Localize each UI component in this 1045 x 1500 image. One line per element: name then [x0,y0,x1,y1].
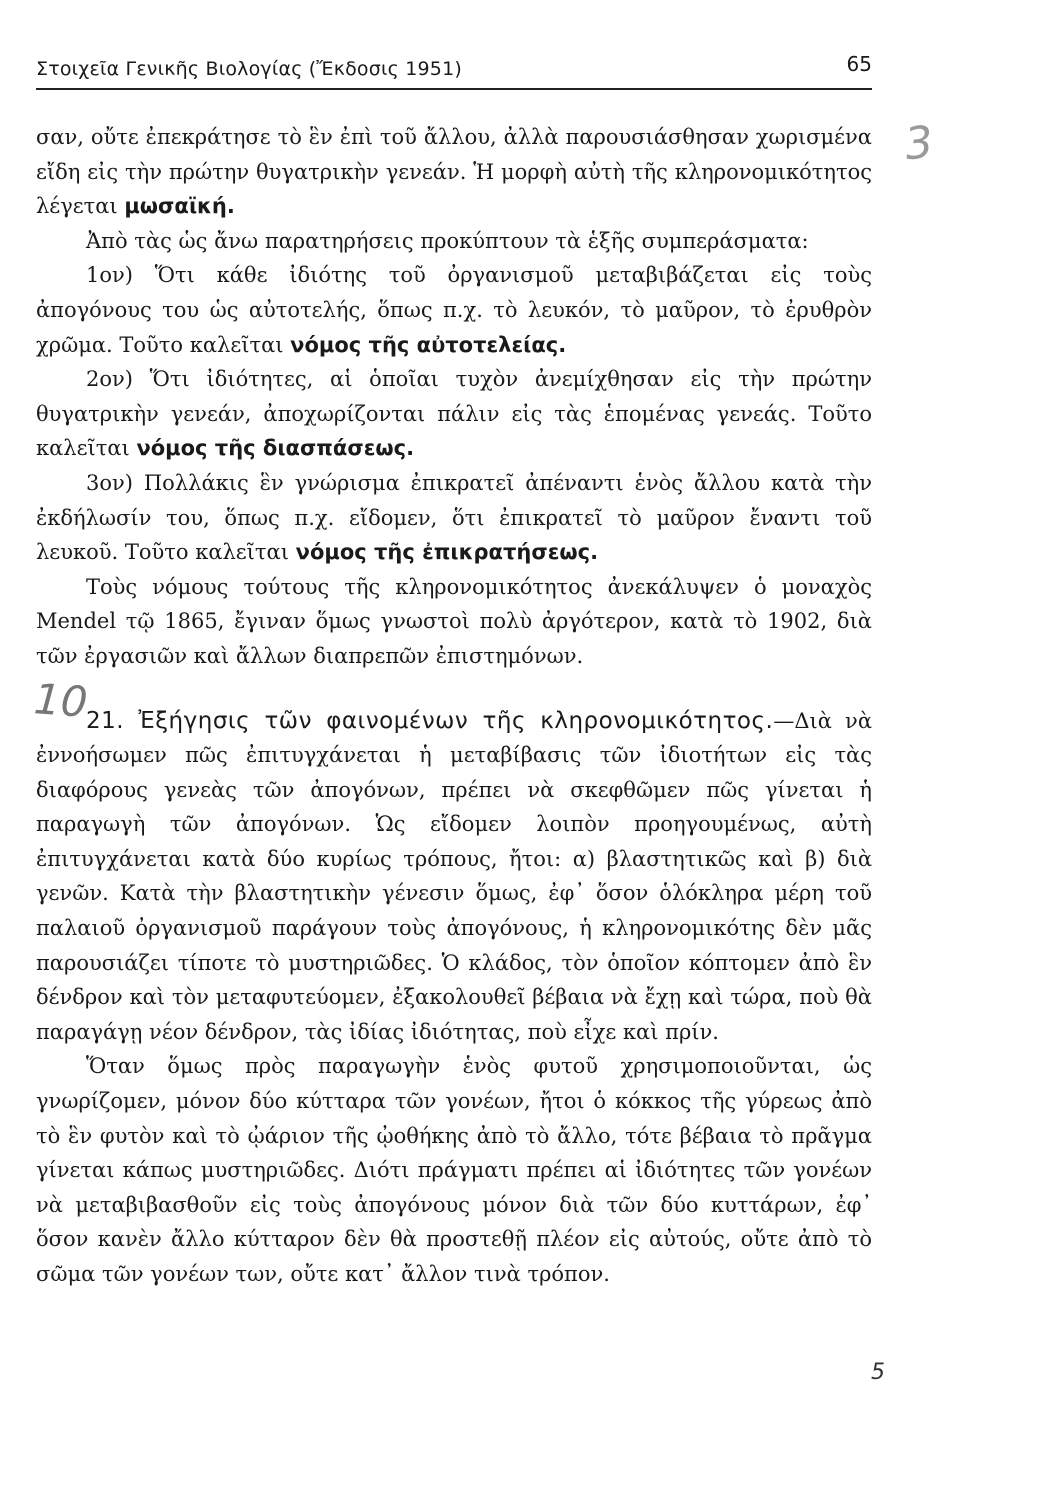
paragraph [36,570,872,674]
section-text: —Διὰ νὰ ἐννοήσωμεν πῶς ἐπιτυγχάνεται ἡ μεταβίβασις τῶν ἰδιοτήτων εἰς τὰς διαφόρους γενεὰς τῶν ἀπογόνων, πρέπει νὰ σκεφθῶμεν πῶς γίνεται ἡ παραγωγὴ τῶν ἀπογόνων. Ὡς εἴδομεν λοιπὸν προηγουμένως, αὐτὴ ἐπιτυγχάνεται κατὰ δύο κυρίως τρόπους, ἤτοι: α) βλαστητικῶς καὶ β) διὰ γενῶν. Κατὰ τὴν βλαστητικὴν γένεσιν ὅμως, ἐφ᾽ ὅσον ὁλόκληρα μέρη τοῦ παλαιοῦ ὀργανισμοῦ παράγουν τοὺς ἀπογόνους, ἡ κληρονομικότης δὲν μᾶς παρουσιάζει τίποτε τὸ μυστηριῶδες. Ὁ κλάδος, τὸν ὁποῖον κόπτομεν ἀπὸ ἓν δένδρον καὶ τὸν μεταφυτεύομεν, ἐξακολουθεῖ βέβαια νὰ ἔχῃ καὶ τώρα, ποὺ θὰ παραγάγῃ νέον δένδρον, τὰς ἰδίας ἰδιότητας, ποὺ εἶχε καὶ πρίν. [36,708,872,1044]
handwritten-mark-bottom: 5 [871,1360,885,1385]
paragraph [36,362,872,466]
term-law-dominance: νόμος τῆς ἐπικρατήσεως. [295,540,599,565]
paragraph-text: Τοὺς νόμους τούτους τῆς κληρονομικότητος ἀνεκάλυψεν ὁ μοναχὸς Mendel τῷ 1865, ἔγιναν ὅμως γνωστοὶ πολὺ ἀργότερον, κατὰ τὸ 1902, διὰ τῶν ἐργασιῶν καὶ ἄλλων διαπρεπῶν ἐπιστημόνων. [36,574,872,668]
paragraph-text: 1ον) Ὅτι κάθε ἰδιότης τοῦ ὀργανισμοῦ μεταβιβάζεται εἰς τοὺς ἀπογόνους του ὡς αὐτοτελής, ὅπως π.χ. τὸ λευκόν, τὸ μαῦρον, τὸ ἐρυθρὸν χρῶμα. Τοῦτο καλεῖται [36,263,872,357]
term-law-segregation: νόμος τῆς διασπάσεως. [136,436,415,461]
page-body [36,120,872,1292]
page-number: 65 [846,52,872,76]
handwritten-mark-top: 3 [902,116,936,171]
paragraph-text: 2ον) Ὅτι ἰδιότητες, αἱ ὁποῖαι τυχὸν ἀνεμίχθησαν εἰς τὴν πρώτην θυγατρικὴν γενεάν, ἀποχωρίζονται πάλιν εἰς τὰς ἑπομένας γενεάς. Τοῦτο καλεῖται [36,367,872,461]
term-mosaic: μωσαϊκή. [124,194,235,219]
running-title: Στοιχεῖα Γενικῆς Βιολογίας (Ἔκδοσις 1951) [36,58,462,80]
term-law-autonomy: νόμος τῆς αὐτοτελείας. [290,332,567,357]
paragraph [36,224,872,259]
paragraph-text: Ἀπὸ τὰς ὡς ἄνω παρατηρήσεις προκύπτουν τὰ ἑξῆς συμπεράσματα: [86,228,809,253]
page-header [36,52,872,90]
paragraph [36,466,872,570]
section-heading: 21. Ἐξήγησις τῶν φαινομένων τῆς κληρονομικότητος. [86,707,774,734]
paragraph [36,120,872,224]
paragraph [36,1049,872,1291]
section-paragraph [36,704,872,1050]
paragraph-text: Ὅταν ὅμως πρὸς παραγωγὴν ἑνὸς φυτοῦ χρησιμοποιοῦνται, ὡς γνωρίζομεν, μόνον δύο κύτταρα τῶν γονέων, ἤτοι ὁ κόκκος τῆς γύρεως ἀπὸ τὸ ἓν φυτὸν καὶ τὸ ᾠάριον τῆς ᾠοθήκης ἀπὸ τὸ ἄλλο, τότε βέβαια τὸ πρᾶγμα γίνεται κάπως μυστηριῶδες. Διότι πράγματι πρέπει αἱ ἰδιότητες τῶν γονέων νὰ μεταβιβασθοῦν εἰς τοὺς ἀπογόνους μόνον διὰ τῶν δύο κυττάρων, ἐφ᾽ ὅσον κανὲν ἄλλο κύτταρον δὲν θὰ προστεθῇ πλέον εἰς αὐτούς, οὔτε ἀπὸ τὸ σῶμα τῶν γονέων των, οὔτε κατ᾽ ἄλλον τινὰ τρόπον. [36,1054,872,1286]
paragraph [36,258,872,362]
handwritten-mark-margin: 10 [32,674,90,727]
paragraph-text: σαν, οὔτε ἐπεκράτησε τὸ ἓν ἐπὶ τοῦ ἄλλου, ἀλλὰ παρουσιάσθησαν χωρισμένα εἴδη εἰς τὴν πρώτην θυγατρικὴν γενεάν. Ἡ μορφὴ αὐτὴ τῆς κληρονομικότητος λέγεται [36,125,872,219]
paragraph-text: 3ον) Πολλάκις ἓν γνώρισμα ἐπικρατεῖ ἀπέναντι ἑνὸς ἄλλου κατὰ τὴν ἐκδήλωσίν του, ὅπως π.χ. εἴδομεν, ὅτι ἐπικρατεῖ τὸ μαῦρον ἔναντι τοῦ λευκοῦ. Τοῦτο καλεῖται [36,470,872,565]
